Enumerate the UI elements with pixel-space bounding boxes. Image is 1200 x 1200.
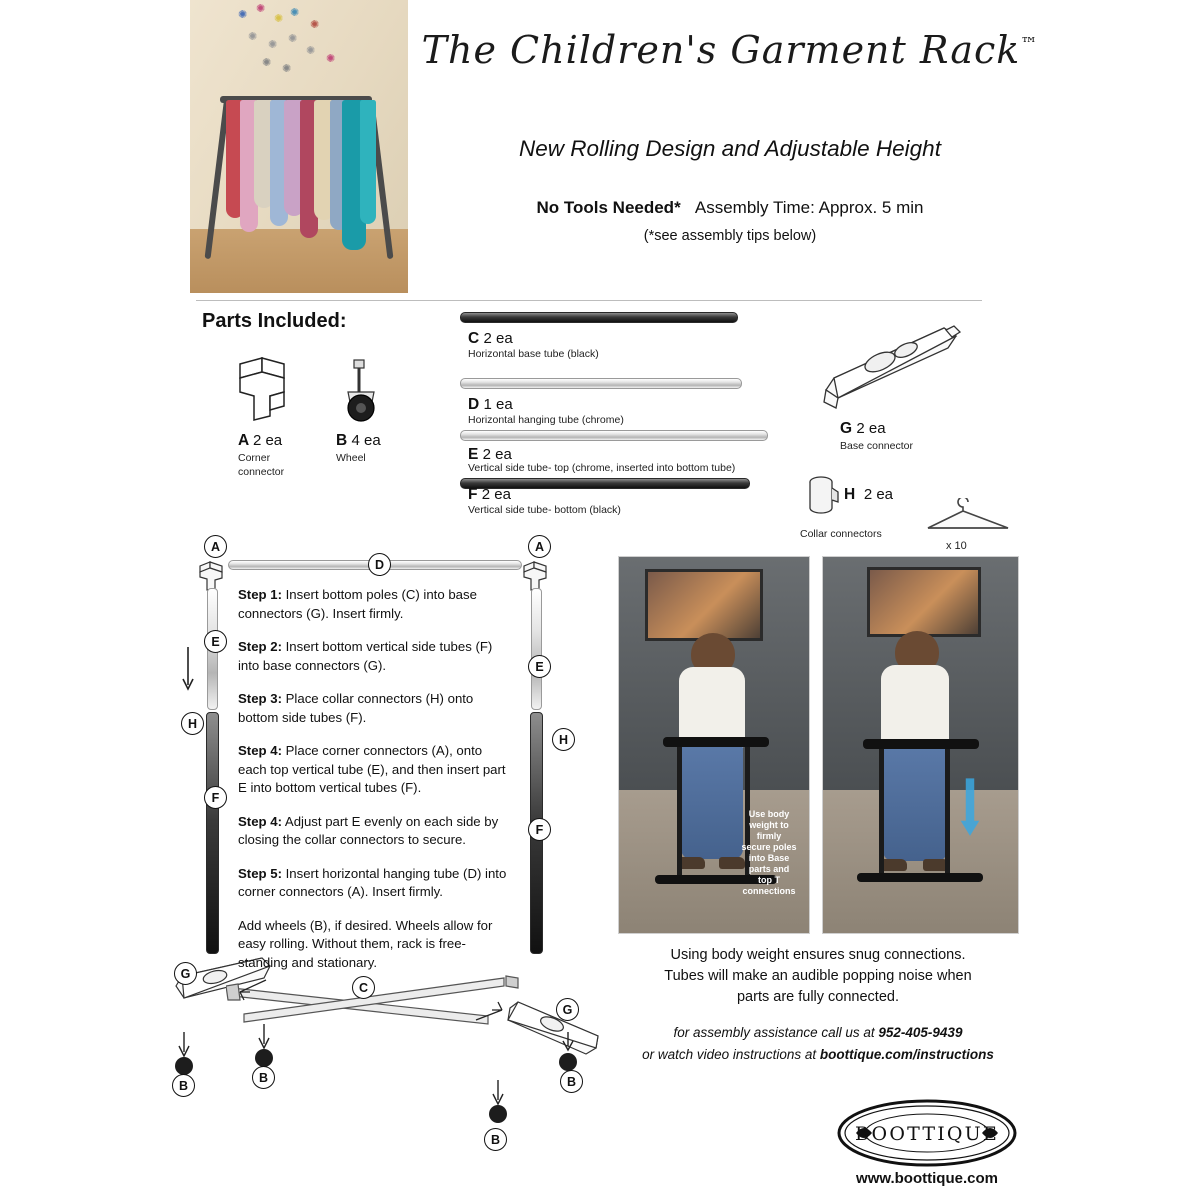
part-f-label (468, 486, 511, 504)
step-4b-text: Adjust part E evenly on each side by closing the collar connectors to secure. (238, 813, 499, 847)
photo-right-pole-1 (879, 749, 884, 875)
step-3-label: Step 3: (238, 691, 282, 706)
assembly-steps (238, 586, 510, 987)
page-subtitle: New Rolling Design and Adjustable Height (519, 136, 941, 161)
photo-left-pole-1 (677, 747, 682, 877)
part-g-desc: Base connector (840, 440, 913, 452)
part-c-label (468, 330, 513, 348)
part-h-desc: Collar connectors (800, 528, 882, 540)
badge-e-left: E (204, 630, 227, 653)
badge-b-2: B (252, 1066, 275, 1089)
demo-photo-left (618, 556, 810, 934)
parts-heading: Parts Included: (202, 310, 347, 332)
downward-force-arrow (959, 771, 981, 845)
photo-right-shirt (881, 665, 949, 749)
badge-h-left: H (181, 712, 204, 735)
diagram-e-tube-right (531, 588, 542, 710)
part-e-qty: 2 ea (482, 446, 512, 463)
photo-right-jeans (883, 743, 947, 861)
step-1-label: Step 1: (238, 587, 282, 602)
part-e-tube (460, 430, 768, 441)
wheels-note (238, 917, 510, 973)
photo-left-shoe-1 (679, 857, 705, 869)
badge-g-left: G (174, 962, 197, 985)
assistance-video-pre: or watch video instructions at (642, 1047, 820, 1062)
diagram-corner-connector-right (520, 558, 554, 592)
page-title (420, 28, 1040, 72)
boottique-logo-mark (836, 1098, 1018, 1168)
assistance-video-link[interactable]: boottique.com/instructions (819, 1047, 994, 1062)
photo-left-jeans (681, 743, 743, 859)
part-c-tube (460, 312, 738, 323)
part-a-desc-2: connector (238, 466, 285, 478)
photo-right-pole-2 (945, 749, 950, 875)
photo-caption-line-2: Tubes will make an audible popping noise when (664, 968, 972, 984)
step-5-label: Step 5: (238, 865, 282, 881)
step-4b-label: Step 4: (238, 813, 282, 829)
badge-d: D (368, 553, 391, 576)
part-f-desc: Vertical side tube- bottom (black) (468, 504, 621, 516)
badge-h-right: H (552, 728, 575, 751)
step-2 (238, 638, 510, 675)
step-4-text: Place corner connectors (A), onto each top vertical tube (E), and then insert part E into bottom vertical tubes (F). (238, 743, 506, 795)
badge-c: C (352, 976, 375, 999)
part-g-qty: 2 ea (856, 420, 886, 437)
part-a-letter: A (238, 432, 249, 449)
part-b-desc-1: Wheel (336, 452, 366, 464)
brand-logo (836, 1098, 1018, 1168)
photo-caption-line-1: Using body weight ensures snug connections. (670, 947, 966, 963)
hanging-clothes (224, 100, 374, 260)
diagram-corner-connector-left (196, 558, 230, 592)
step-5-text: Insert horizontal hanging tube (D) into corner connectors (A). Insert firmly. (238, 865, 507, 899)
badge-e-right: E (528, 655, 551, 678)
badge-b-4: B (560, 1070, 583, 1093)
photo-left-hanging-bar (663, 737, 769, 747)
step-4b (238, 813, 510, 850)
logo-brand-text: BOOTTIQUE (855, 1123, 999, 1145)
demo-photo-right (822, 556, 1019, 934)
step-5 (238, 865, 510, 902)
step-1 (238, 586, 510, 623)
photo-caption (616, 945, 1020, 1008)
part-h-letter: H (844, 486, 856, 503)
part-c-qty: 2 ea (483, 330, 513, 347)
badge-a-left: A (204, 535, 227, 558)
badge-b-3: B (484, 1128, 507, 1151)
corner-connector-illustration (232, 352, 302, 424)
badge-f-left: F (204, 786, 227, 809)
photo-left-artwork (645, 569, 763, 641)
part-c-desc: Horizontal base tube (black) (468, 348, 599, 360)
tools-and-time-line (420, 198, 1040, 218)
assistance-phone-pre: for assembly assistance call us at (673, 1025, 879, 1040)
hanger-illustration (922, 498, 1014, 538)
step-3 (238, 690, 510, 727)
collar-connector-illustration (804, 474, 844, 522)
part-d-desc: Horizontal hanging tube (chrome) (468, 414, 624, 426)
part-f-qty: 2 ea (481, 486, 511, 503)
step-4-label: Step 4: (238, 743, 282, 758)
photo-overlay-caption-left: Use body weight to firmly secure poles into Base parts and top T connections (741, 809, 797, 896)
diagram-f-tube-left (206, 712, 219, 954)
hanger-qty: x 10 (946, 540, 967, 552)
trademark-symbol: ™ (1020, 34, 1039, 55)
part-f-letter: F (468, 486, 478, 503)
assistance-phone-number[interactable]: 952-405-9439 (878, 1025, 963, 1040)
wheel-illustration (334, 358, 398, 424)
photo-right-base-bar (857, 873, 983, 882)
part-d-label (468, 396, 513, 414)
part-a-desc-1: Corner (238, 452, 271, 464)
part-b-label (336, 432, 381, 450)
part-b-qty: 4 ea (351, 432, 381, 449)
part-a-label (238, 432, 282, 450)
part-d-tube (460, 378, 742, 389)
wheels-note-text: Add wheels (B), if desired. Wheels allow for easy rolling. Without them, rack is free-standing and stationary. (238, 917, 493, 970)
no-tools-label: No Tools Needed* (536, 198, 681, 217)
header-divider (196, 300, 982, 301)
badge-a-right: A (528, 535, 551, 558)
assembly-tips-note: (*see assembly tips below) (643, 228, 817, 244)
part-g-label (840, 420, 886, 438)
part-c-letter: C (468, 330, 480, 347)
photo-right-hanging-bar (863, 739, 979, 749)
assistance-video-line (616, 1044, 1020, 1066)
badge-g-right: G (556, 998, 579, 1021)
part-h-qty: 2 ea (863, 486, 894, 503)
assembly-time-label: Assembly Time: Approx. 5 min (694, 198, 924, 217)
part-a-qty: 2 ea (252, 432, 283, 449)
part-e-letter: E (468, 446, 479, 463)
step-1-text: Insert bottom poles (C) into base connectors (G). Insert firmly. (238, 587, 477, 621)
page-title-text: The Children's Garment Rack (421, 28, 1021, 72)
badge-b-1: B (172, 1074, 195, 1097)
assistance-phone-line (616, 1022, 1020, 1044)
step-2-label: Step 2: (238, 639, 282, 654)
down-arrow-left (180, 645, 196, 695)
part-d-qty: 1 ea (483, 396, 513, 413)
base-connector-illustration (818, 316, 964, 416)
brand-url[interactable]: www.boottique.com (856, 1170, 998, 1187)
part-h-label (844, 486, 893, 504)
part-e-desc: Vertical side tube- top (chrome, inserted into bottom tube) (468, 462, 736, 474)
part-b-letter: B (336, 432, 348, 449)
part-d-letter: D (468, 396, 480, 413)
part-g-letter: G (840, 420, 853, 437)
badge-f-right: F (528, 818, 551, 841)
step-2-text: Insert bottom vertical side tubes (F) into base connectors (G). (238, 639, 493, 673)
photo-caption-line-3: parts are fully connected. (736, 989, 899, 1005)
assistance-block (616, 1022, 1020, 1066)
product-photo: ✺ ✺ ✺ ✺ ✺ ✺ ✺ ✺ ✺ ✺ ✺ ✺ (190, 0, 408, 293)
step-4 (238, 742, 510, 798)
step-3-text: Place collar connectors (H) onto bottom side tubes (F). (238, 691, 474, 725)
photo-right-shoe-1 (881, 859, 907, 871)
photo-right-artwork (867, 567, 981, 637)
